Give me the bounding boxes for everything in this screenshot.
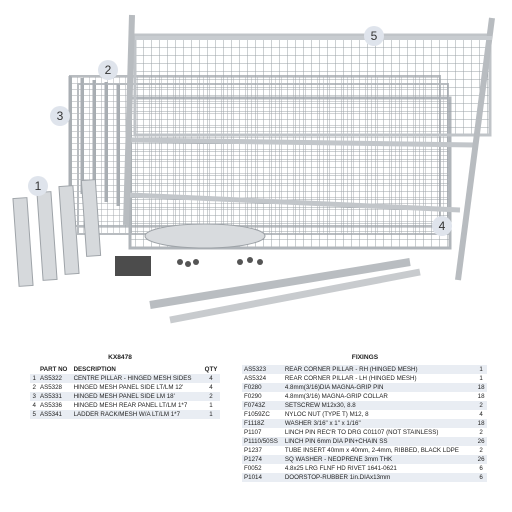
fixings-table (242, 365, 487, 482)
table-row (242, 473, 487, 482)
part-number: F0290 (244, 393, 262, 400)
part-number: P1237 (244, 447, 262, 454)
table-row (242, 374, 487, 383)
part-qty: 6 (475, 473, 487, 482)
part-description: 4.8x25 LRG FLNF HD RIVET 1641-0621 (284, 465, 397, 472)
part-number: AS5336 (39, 402, 62, 409)
part-qty: 18 (475, 383, 487, 392)
table-row (30, 374, 220, 383)
part-number: AS5331 (38, 392, 72, 401)
table-row (30, 410, 220, 419)
part-number: AS5324 (244, 375, 267, 382)
part-description: NYLOC NUT (TYPE T) M12, 8 (284, 411, 369, 418)
table-row (30, 383, 220, 392)
part-description: 4.8mm(3/16)DIA MAGNA-GRIP PIN (283, 383, 475, 392)
column-index (30, 365, 38, 374)
row-index: 5 (30, 410, 38, 419)
part-number: P1107 (244, 429, 262, 436)
parts-table (30, 365, 220, 419)
part-number: F1118Z (242, 419, 283, 428)
table-row (242, 383, 487, 392)
part-description: REAR CORNER PILLAR - RH (HINGED MESH) (283, 365, 475, 374)
part-qty: 2 (202, 392, 220, 401)
table-row (242, 437, 487, 446)
part-number: P1110/50SS (242, 437, 283, 446)
table-row (30, 392, 220, 401)
callout-2: 2 (98, 60, 118, 80)
part-number: F0743Z (242, 401, 283, 410)
part-number: P1274 (242, 455, 283, 464)
part-description: SETSCREW M12x30, 8.8 (283, 401, 475, 410)
part-description: WASHER 3/16" x 1" x 1/16" (283, 419, 475, 428)
part-qty: 26 (475, 437, 487, 446)
part-qty: 26 (475, 455, 487, 464)
part-number: AS5323 (242, 365, 283, 374)
part-description: SQ WASHER - NEOPRENE 3mm THK (283, 455, 475, 464)
column-qty: QTY (204, 366, 218, 373)
part-qty: 4 (479, 411, 483, 418)
part-qty: 4 (209, 384, 213, 391)
part-description: HINGED MESH PANEL SIDE LM 18' (72, 392, 203, 401)
row-index: 1 (30, 374, 38, 383)
table-row (30, 401, 220, 410)
part-description: LINCH PIN REC'R TO DRG C01107 (NOT STAINLESS) (284, 429, 439, 436)
part-number: F0052 (244, 465, 262, 472)
part-qty: 2 (479, 429, 483, 436)
table-row (242, 419, 487, 428)
right-table-title: FIXINGS (351, 354, 379, 361)
part-description: LADDER RACK/MESH W/A LT/LM 1*7 (72, 410, 203, 419)
part-qty: 1 (475, 365, 487, 374)
part-number: P1014 (242, 473, 283, 482)
part-qty: 1 (209, 402, 213, 409)
part-number: AS5322 (38, 374, 72, 383)
part-qty: 18 (475, 419, 487, 428)
table-row (242, 464, 487, 473)
table-row (242, 455, 487, 464)
table-row (242, 428, 487, 437)
callout-3: 3 (50, 106, 70, 126)
callout-4: 4 (432, 216, 452, 236)
part-description: LINCH PIN 6mm DIA PIN+CHAIN SS (283, 437, 475, 446)
centre-pillars (13, 180, 101, 287)
part-qty: 1 (479, 375, 483, 382)
part-qty: 1 (202, 410, 220, 419)
part-qty: 2 (475, 401, 487, 410)
row-index: 2 (32, 384, 36, 391)
part-number: AS5341 (38, 410, 72, 419)
part-qty: 2 (479, 447, 483, 454)
part-number: F1059ZC (244, 411, 270, 418)
table-row (242, 410, 487, 419)
table-row (242, 365, 487, 374)
part-qty: 6 (479, 465, 483, 472)
part-qty: 18 (477, 393, 485, 400)
column-description: DESCRIPTION (73, 366, 116, 373)
part-description: HINGED MESH PANEL SIDE LT/LM 12' (73, 384, 184, 391)
rear-corner-pillars (150, 262, 420, 320)
left-table-title: KX8478 (108, 354, 132, 361)
part-number: F0280 (242, 383, 283, 392)
part-description: 4.8mm(3/16) MAGNA-GRIP COLLAR (284, 393, 388, 400)
part-qty: 4 (202, 374, 220, 383)
part-description: HINGED MESH REAR PANEL LT/LM 1*7 (73, 402, 188, 409)
row-index: 4 (32, 402, 36, 409)
table-row (242, 392, 487, 401)
callout-1: 1 (28, 176, 48, 196)
table-row (242, 401, 487, 410)
row-index: 3 (30, 392, 38, 401)
table-row (242, 446, 487, 455)
column-part-no: PART NO (39, 366, 68, 373)
callout-5: 5 (364, 26, 384, 46)
part-description: REAR CORNER PILLAR - LH (HINGED MESH) (284, 375, 417, 382)
part-description: TUBE INSERT 40mm x 40mm, 2-4mm, RIBBED, BLACK LDPE (284, 447, 459, 454)
part-number: AS5328 (39, 384, 62, 391)
part-description: DOORSTOP-RUBBER 1in.DIAx13mm (283, 473, 475, 482)
part-description: CENTRE PILLAR - HINGED MESH SIDES (72, 374, 203, 383)
